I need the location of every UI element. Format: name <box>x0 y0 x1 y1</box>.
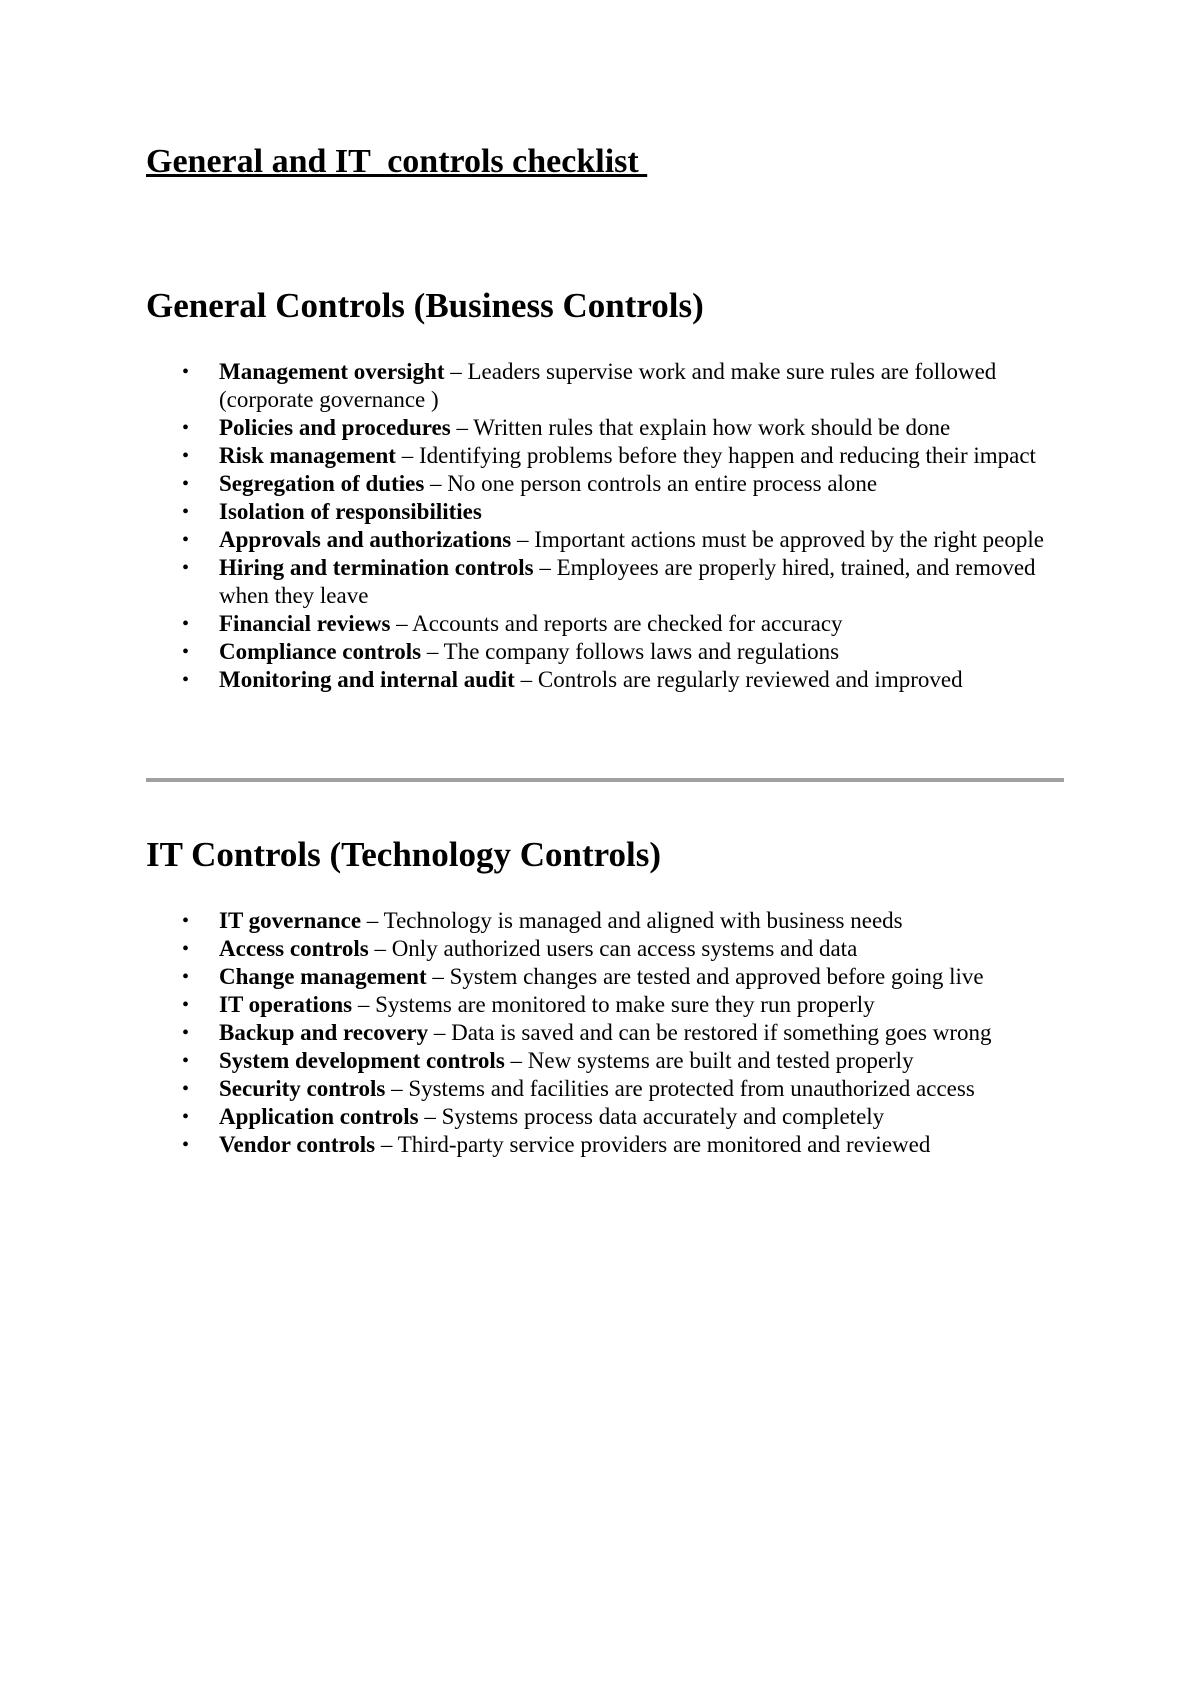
item-term: Vendor controls <box>219 1132 376 1157</box>
list-item <box>146 414 1066 442</box>
bullet-icon: • <box>182 1106 190 1128</box>
list-item <box>146 1019 1066 1047</box>
list-item <box>146 498 1066 526</box>
item-term: System development controls <box>219 1048 505 1073</box>
item-description: – Identifying problems before they happen and reducing their impact <box>395 443 1036 468</box>
item-term: Risk management <box>219 443 396 468</box>
list-item <box>146 554 1066 610</box>
item-description: – Written rules that explain how work should be done <box>450 415 951 440</box>
bullet-icon: • <box>182 445 190 467</box>
item-description: – The company follows laws and regulations <box>421 639 840 664</box>
item-term: Backup and recovery <box>219 1020 429 1045</box>
list-item <box>146 935 1066 963</box>
item-description: – Data is saved and can be restored if something goes wrong <box>428 1020 992 1045</box>
bullet-icon: • <box>182 910 190 932</box>
bullet-icon: • <box>182 529 190 551</box>
list-item <box>146 991 1066 1019</box>
item-term: Policies and procedures <box>219 415 451 440</box>
item-term: IT operations <box>219 992 353 1017</box>
item-term: Access controls <box>219 936 369 961</box>
horizontal-divider <box>146 778 1064 782</box>
item-term: Application controls <box>219 1104 419 1129</box>
item-description: – Important actions must be approved by the right people <box>511 527 1044 552</box>
item-description: – Only authorized users can access systems and data <box>368 936 858 961</box>
list-item <box>146 442 1066 470</box>
list-item <box>146 1131 1066 1159</box>
list-item <box>146 666 1066 694</box>
section-heading-it-controls: IT Controls (Technology Controls) <box>146 835 662 874</box>
list-item <box>146 1075 1066 1103</box>
bullet-icon: • <box>182 557 190 579</box>
item-term: Monitoring and internal audit <box>219 667 515 692</box>
item-description: – System changes are tested and approved before going live <box>426 964 984 989</box>
item-term: Hiring and termination controls <box>219 555 534 580</box>
bullet-icon: • <box>182 613 190 635</box>
item-description: – No one person controls an entire process alone <box>424 471 878 496</box>
item-term: IT governance <box>219 908 362 933</box>
document-title: General and IT controls checklist <box>146 143 648 180</box>
item-term: Approvals and authorizations <box>219 527 512 552</box>
bullet-icon: • <box>182 994 190 1016</box>
item-term: Change management <box>219 964 427 989</box>
list-item <box>146 610 1066 638</box>
bullet-icon: • <box>182 938 190 960</box>
item-description: – Accounts and reports are checked for accuracy <box>390 611 843 636</box>
list-item <box>146 1103 1066 1131</box>
item-description: – Employees are properly hired, trained, and removed when they leave <box>219 555 1036 608</box>
bullet-icon: • <box>182 1022 190 1044</box>
bullet-icon: • <box>182 1078 190 1100</box>
list-item <box>146 963 1066 991</box>
bullet-icon: • <box>182 966 190 988</box>
bullet-icon: • <box>182 1050 190 1072</box>
item-term: Management oversight <box>219 359 445 384</box>
item-description: – Technology is managed and aligned with business needs <box>361 908 903 933</box>
item-description: – Systems are monitored to make sure they run properly <box>352 992 875 1017</box>
bullet-icon: • <box>182 361 190 383</box>
item-term: Financial reviews <box>219 611 391 636</box>
it-controls-list <box>146 907 1066 1159</box>
list-item <box>146 638 1066 666</box>
item-term: Isolation of responsibilities <box>219 499 482 524</box>
bullet-icon: • <box>182 417 190 439</box>
bullet-icon: • <box>182 669 190 691</box>
list-item <box>146 470 1066 498</box>
list-item <box>146 526 1066 554</box>
bullet-icon: • <box>182 1134 190 1156</box>
item-description: – Controls are regularly reviewed and improved <box>514 667 963 692</box>
item-description: – New systems are built and tested properly <box>504 1048 914 1073</box>
general-controls-list <box>146 358 1066 694</box>
item-description: – Third-party service providers are monitored and reviewed <box>375 1132 931 1157</box>
item-term: Security controls <box>219 1076 386 1101</box>
item-description: – Systems process data accurately and completely <box>418 1104 885 1129</box>
bullet-icon: • <box>182 501 190 523</box>
item-description: – Leaders supervise work and make sure rules are followed (corporate governance ) <box>219 359 997 412</box>
item-term: Compliance controls <box>219 639 422 664</box>
bullet-icon: • <box>182 473 190 495</box>
section-heading-general-controls: General Controls (Business Controls) <box>146 286 704 325</box>
list-item <box>146 907 1066 935</box>
list-item <box>146 358 1066 414</box>
list-item <box>146 1047 1066 1075</box>
item-term: Segregation of duties <box>219 471 425 496</box>
item-description: – Systems and facilities are protected from unauthorized access <box>385 1076 975 1101</box>
bullet-icon: • <box>182 641 190 663</box>
